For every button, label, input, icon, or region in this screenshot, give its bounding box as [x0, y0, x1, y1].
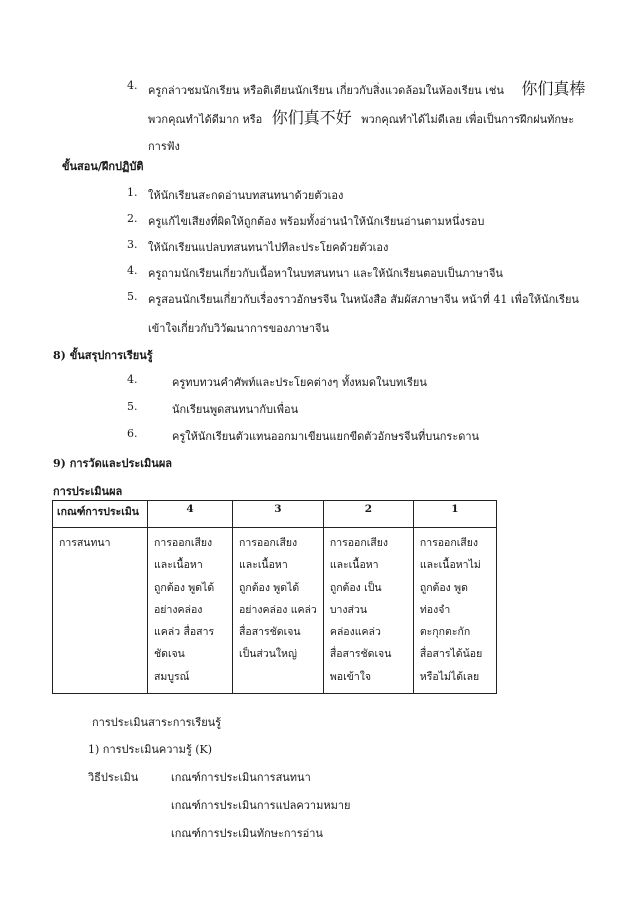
chinese-criticism: 你们真不好 — [271, 108, 352, 127]
rubric-cell-score-2 — [323, 528, 413, 694]
rubric-header-score-4: 4 — [148, 501, 233, 528]
step4-line1 — [148, 76, 585, 99]
rubric-cell-line: สื่อสารชัดเจน — [239, 626, 301, 639]
rubric-cell-line: บางส่วน — [329, 603, 368, 616]
rubric-cell-line: การออกเสียง — [154, 537, 213, 549]
practice-item-text: ให้นักเรียนแปลบทสนทนาไปทีละประโยคด้วยตัวเอง — [148, 241, 389, 254]
rubric-cell-score-3 — [233, 528, 324, 694]
rubric-cell-line: ตะกุกตะกัก — [419, 626, 471, 639]
rubric-cell-line: และเนื้อหา — [154, 559, 203, 572]
rubric-cell-line: ถูกต้อง พูด — [419, 581, 468, 594]
rubric-table — [52, 500, 497, 694]
assessment-heading: 9) การวัดและประเมินผล — [53, 457, 173, 470]
step4-line2-text-b: พวกคุณทำได้ไม่ดีเลย เพื่อเป็นการฝึกฝนทักษะ — [361, 113, 575, 126]
step4-num: 4. — [127, 79, 138, 92]
practice-item-text: ครูสอนนักเรียนเกี่ยวกับเรื่องราวอักษรจีน ในหนังสือ สัมผัสภาษาจีน หน้าที่ 41 เพื่อให้นักเรียน — [148, 293, 579, 306]
rubric-cell-line: หรือไม่ได้เลย — [419, 670, 480, 683]
rubric-cell-line: อย่างคล่อง — [154, 603, 203, 616]
summary-item-num: 6. — [127, 427, 138, 440]
evaluation-method-item: เกณฑ์การประเมินทักษะการอ่าน — [171, 827, 323, 840]
rubric-header-criteria: เกณฑ์การประเมิน — [53, 501, 148, 528]
rubric-cell-line: ถูกต้อง พูดได้ — [239, 581, 300, 594]
evaluation-method-item: เกณฑ์การประเมินการแปลความหมาย — [171, 799, 351, 812]
rubric-header-score-3: 3 — [233, 501, 324, 528]
evaluation-title: การประเมินสาระการเรียนรู้ — [92, 716, 222, 729]
rubric-row-conversation — [53, 528, 497, 694]
practice-item-text: ครูแก้ไขเสียงที่ผิดให้ถูกต้อง พร้อมทั้งอ่านนำให้นักเรียนอ่านตามหนึ่งรอบ — [148, 215, 485, 228]
rubric-cell-line: ถูกต้อง พูดได้ — [154, 581, 215, 594]
practice-item-continuation: เข้าใจเกี่ยวกับวิวัฒนาการของภาษาจีน — [148, 322, 330, 335]
evaluation-method-label: วิธีประเมิน — [88, 771, 139, 784]
rubric-cell-line: พอเข้าใจ — [329, 670, 372, 683]
practice-item-text: ให้นักเรียนสะกดอ่านบทสนทนาด้วยตัวเอง — [148, 189, 344, 202]
rubric-cell-line: สมบูรณ์ — [154, 670, 190, 683]
step4-line3: การฟัง — [148, 140, 180, 153]
rubric-cell-line: และเนื้อหาไม่ — [419, 559, 481, 572]
rubric-cell-line: ท่องจำ — [419, 603, 451, 616]
rubric-cell-line: การออกเสียง — [419, 537, 478, 549]
rubric-row-label — [53, 528, 148, 694]
rubric-header-score-2: 2 — [323, 501, 413, 528]
rubric-cell-line: เป็นส่วนใหญ่ — [239, 648, 297, 661]
rubric-cell-line: แคล่ว สื่อสาร — [154, 626, 215, 639]
rubric-cell-line: ชัดเจน — [154, 648, 185, 661]
practice-item-num: 2. — [127, 212, 138, 225]
summary-item-num: 5. — [127, 400, 138, 413]
rubric-cell-line: สื่อสารได้น้อย — [419, 648, 483, 661]
practice-heading: ขั้นสอน/ฝึกปฏิบัติ — [62, 160, 144, 173]
summary-item-num: 4. — [127, 373, 138, 386]
summary-item-text: ครูทบทวนคำศัพท์และประโยคต่างๆ ทั้งหมดในบทเรียน — [172, 376, 427, 389]
step4-line2-text-a: พวกคุณทำได้ดีมาก หรือ — [148, 113, 263, 126]
rubric-row-label-text: การสนทนา — [59, 537, 111, 549]
rubric-header-score-1: 1 — [413, 501, 496, 528]
summary-heading: 8) ขั้นสรุปการเรียนรู้ — [53, 349, 153, 362]
rubric-cell-line: การออกเสียง — [329, 537, 388, 549]
rubric-cell-line: ถูกต้อง เป็น — [329, 581, 382, 594]
rubric-header-row — [53, 501, 497, 528]
practice-item-num: 1. — [127, 186, 138, 199]
practice-item-num: 4. — [127, 264, 138, 277]
summary-item-text: นักเรียนพูดสนทนากับเพื่อน — [172, 403, 299, 416]
practice-item-text: ครูถามนักเรียนเกี่ยวกับเนื้อหาในบทสนทนา และให้นักเรียนตอบเป็นภาษาจีน — [148, 267, 503, 280]
practice-item-num: 3. — [127, 238, 138, 251]
rubric-cell-line: อย่างคล่อง แคล่ว — [239, 603, 317, 616]
step4-line2 — [148, 105, 574, 128]
chinese-praise: 你们真棒 — [521, 79, 586, 98]
rubric-cell-line: คล่องแคล่ว — [329, 626, 381, 639]
assessment-subheading: การประเมินผล — [53, 485, 123, 498]
rubric-cell-line: และเนื้อหา — [239, 559, 288, 572]
summary-item-text: ครูให้นักเรียนตัวแทนออกมาเขียนแยกขีดตัวอักษรจีนที่บนกระดาน — [172, 430, 480, 443]
practice-item-num: 5. — [127, 290, 138, 303]
step4-line1-text: ครูกล่าวชมนักเรียน หรือติเตียนนักเรียน เกี่ยวกับสิ่งแวดล้อมในห้องเรียน เช่น — [148, 84, 504, 97]
rubric-cell-line: สื่อสารชัดเจน — [329, 648, 392, 661]
evaluation-method-item: เกณฑ์การประเมินการสนทนา — [171, 771, 311, 784]
evaluation-knowledge: 1) การประเมินความรู้ (K) — [88, 743, 213, 756]
rubric-cell-score-1 — [413, 528, 496, 694]
rubric-cell-score-4 — [148, 528, 233, 694]
rubric-cell-line: การออกเสียง — [239, 537, 298, 549]
rubric-cell-line: และเนื้อหา — [329, 559, 379, 572]
